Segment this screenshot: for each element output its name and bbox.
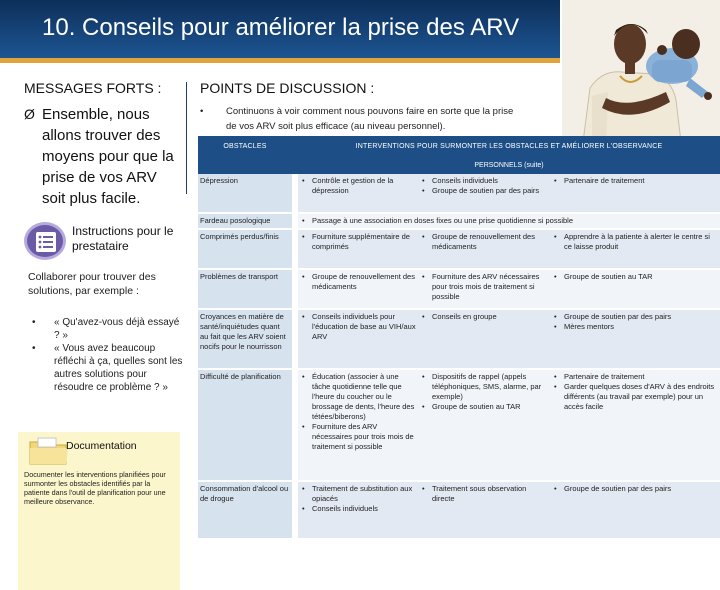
- list-item: [28, 316, 184, 342]
- obstacle-cell: [198, 270, 292, 308]
- instructions-label: Instructions pour le prestataire: [72, 224, 174, 253]
- list-item: • Conseils individuels: [302, 504, 378, 513]
- question-text: « Qu'avez-vous déjà essayé ? »: [54, 317, 180, 341]
- interventions-cells: [298, 482, 720, 538]
- right-column: [198, 74, 720, 540]
- list-item: • Groupe de soutien par des pairs: [422, 186, 540, 195]
- table-row: [198, 214, 720, 228]
- checklist-icon: [24, 222, 66, 260]
- interventions-cells: [298, 230, 720, 268]
- left-column: [0, 70, 190, 540]
- page-title: 10. Conseils pour améliorer la prise des ARV: [42, 14, 520, 41]
- table-subheader: PERSONNELS (suite): [474, 162, 544, 169]
- obstacle-text: Fardeau posologique: [200, 216, 271, 225]
- list-item: • Fourniture des ARV nécessaires pour trois mois de traitement si possible: [422, 272, 540, 301]
- discussion-heading: POINTS DE DISCUSSION :: [200, 80, 375, 96]
- discussion-point: [200, 104, 520, 134]
- intervention-cell: [300, 216, 718, 226]
- list-item: • Fourniture des ARV nécessaires pour trois mois de traitement si possible: [302, 422, 414, 451]
- intervention-cell: [420, 176, 548, 196]
- list-item: • Groupe de soutien au TAR: [422, 402, 521, 411]
- intervention-cell: [300, 232, 418, 252]
- interventions-cells: [298, 370, 720, 480]
- obstacle-text: Dépression: [200, 176, 238, 185]
- intervention-cell: [300, 484, 418, 514]
- discussion-text: Continuons à voir comment nous pouvons faire en sorte que la prise de vos ARV soit plus efficace (au niveau personnel).: [226, 106, 514, 132]
- column-divider: [186, 82, 187, 194]
- table-row: [198, 270, 720, 308]
- bullet-icon: •: [32, 343, 36, 354]
- folder-icon: [28, 436, 70, 466]
- obstacle-cell: [198, 230, 292, 268]
- intervention-cell: [420, 312, 548, 322]
- intervention-cell: [552, 484, 716, 494]
- list-item: • Traitement de substitution aux opiacés: [302, 484, 413, 503]
- list-item: • Passage à une association en doses fixes ou une prise quotidienne si possible: [302, 216, 574, 225]
- list-item: • Conseils individuels pour l'éducation de base au VIH/aux ARV: [302, 312, 416, 341]
- intervention-cell: [552, 272, 716, 282]
- bullet-icon: •: [32, 317, 36, 328]
- obstacle-cell: [198, 482, 292, 538]
- intervention-cell: [552, 372, 716, 412]
- list-item: • Partenaire de traitement: [554, 176, 645, 185]
- documentation-label: Documentation: [66, 440, 137, 452]
- interventions-table: [198, 174, 720, 540]
- list-item: • Mères mentors: [554, 322, 615, 331]
- column-header-interventions: INTERVENTIONS POUR SURMONTER LES OBSTACLES ET AMÉLIORER L'OBSERVANCE: [355, 143, 663, 150]
- table-row: [198, 174, 720, 212]
- list-item: • Groupe de soutien au TAR: [554, 272, 653, 281]
- obstacle-text: Comprimés perdus/finis: [200, 232, 279, 241]
- intervention-cell: [300, 372, 418, 452]
- list-item: • Fourniture supplémentaire de comprimés: [302, 232, 410, 251]
- list-item: • Contrôle et gestion de la dépression: [302, 176, 394, 195]
- intervention-cell: [552, 232, 716, 252]
- list-item: • Garder quelques doses d'ARV à des endroits différents (au travail par exemple) pour un accès facile: [554, 382, 715, 411]
- intervention-cell: [552, 176, 716, 186]
- list-item: • Éducation (associer à une tâche quotidienne telle que l'heure du coucher ou le brossage de dents, l'heure des tétées/biberons): [302, 372, 415, 421]
- intervention-cell: [300, 312, 418, 342]
- obstacle-cell: [198, 310, 292, 368]
- interventions-cells: [298, 270, 720, 308]
- table-row: [198, 310, 720, 368]
- intervention-cell: [420, 232, 548, 252]
- interventions-cells: [298, 214, 720, 228]
- obstacle-cell: [198, 174, 292, 212]
- list-item: • Groupe de soutien par des pairs: [554, 312, 672, 321]
- list-item: • Groupe de renouvellement des médicaments: [422, 232, 535, 251]
- interventions-cells: [298, 310, 720, 368]
- list-item: • Dispositifs de rappel (appels téléphoniques, SMS, alarme, par exemple): [422, 372, 542, 401]
- obstacle-cell: [198, 370, 292, 480]
- question-text: « Vous avez beaucoup réfléchi à ça, quelles sont les autres solutions pour résoudre ce problème ? »: [54, 343, 183, 393]
- key-message: [24, 104, 184, 209]
- intervention-cell: [420, 272, 548, 302]
- documentation-box: [18, 432, 180, 590]
- interventions-cells: [298, 174, 720, 212]
- table-row: [198, 230, 720, 268]
- title-underline: [0, 58, 560, 63]
- key-messages-heading: MESSAGES FORTS :: [24, 80, 162, 96]
- list-item: • Conseils en groupe: [422, 312, 497, 321]
- list-item: [28, 342, 184, 394]
- list-item: • Conseils individuels: [422, 176, 498, 185]
- arrow-bullet-icon: Ø: [24, 106, 35, 122]
- instructions-callout: [24, 218, 180, 262]
- list-item: • Partenaire de traitement: [554, 372, 645, 381]
- obstacle-cell: [198, 214, 292, 228]
- obstacle-text: Consommation d'alcool ou de drogue: [200, 484, 289, 503]
- obstacle-text: Problèmes de transport: [200, 272, 278, 281]
- list-item: • Groupe de soutien par des pairs: [554, 484, 672, 493]
- collaborate-text: Collaborer pour trouver des solutions, par exemple :: [28, 271, 156, 297]
- intervention-cell: [552, 312, 716, 332]
- intervention-cell: [420, 484, 548, 504]
- intervention-cell: [420, 372, 548, 412]
- table-row: [198, 482, 720, 538]
- column-header-obstacles: OBSTACLES: [223, 143, 267, 150]
- list-item: • Apprendre à la patiente à alerter le centre si ce laisse produit: [554, 232, 710, 251]
- list-item: • Groupe de renouvellement des médicaments: [302, 272, 415, 291]
- intervention-cell: [300, 176, 418, 196]
- obstacle-text: Difficulté de planification: [200, 372, 281, 381]
- obstacle-text: Croyances en matière de santé/inquiétudes quant au fait que les ARV soient nocifs pour le nourrisson: [200, 312, 286, 351]
- table-header: [198, 136, 720, 174]
- key-message-text: Ensemble, nous allons trouver des moyens pour que la prise de vos ARV soit plus facile.: [42, 106, 174, 207]
- table-row: [198, 370, 720, 480]
- intervention-cell: [300, 272, 418, 292]
- example-questions: [28, 316, 184, 394]
- documentation-text: Documenter les interventions planifiées pour surmonter les obstacles identifiés par la patiente dans l'outil de planification pour une meilleure observance.: [24, 470, 166, 506]
- bullet-icon: •: [200, 106, 204, 117]
- list-item: • Traitement sous observation directe: [422, 484, 527, 503]
